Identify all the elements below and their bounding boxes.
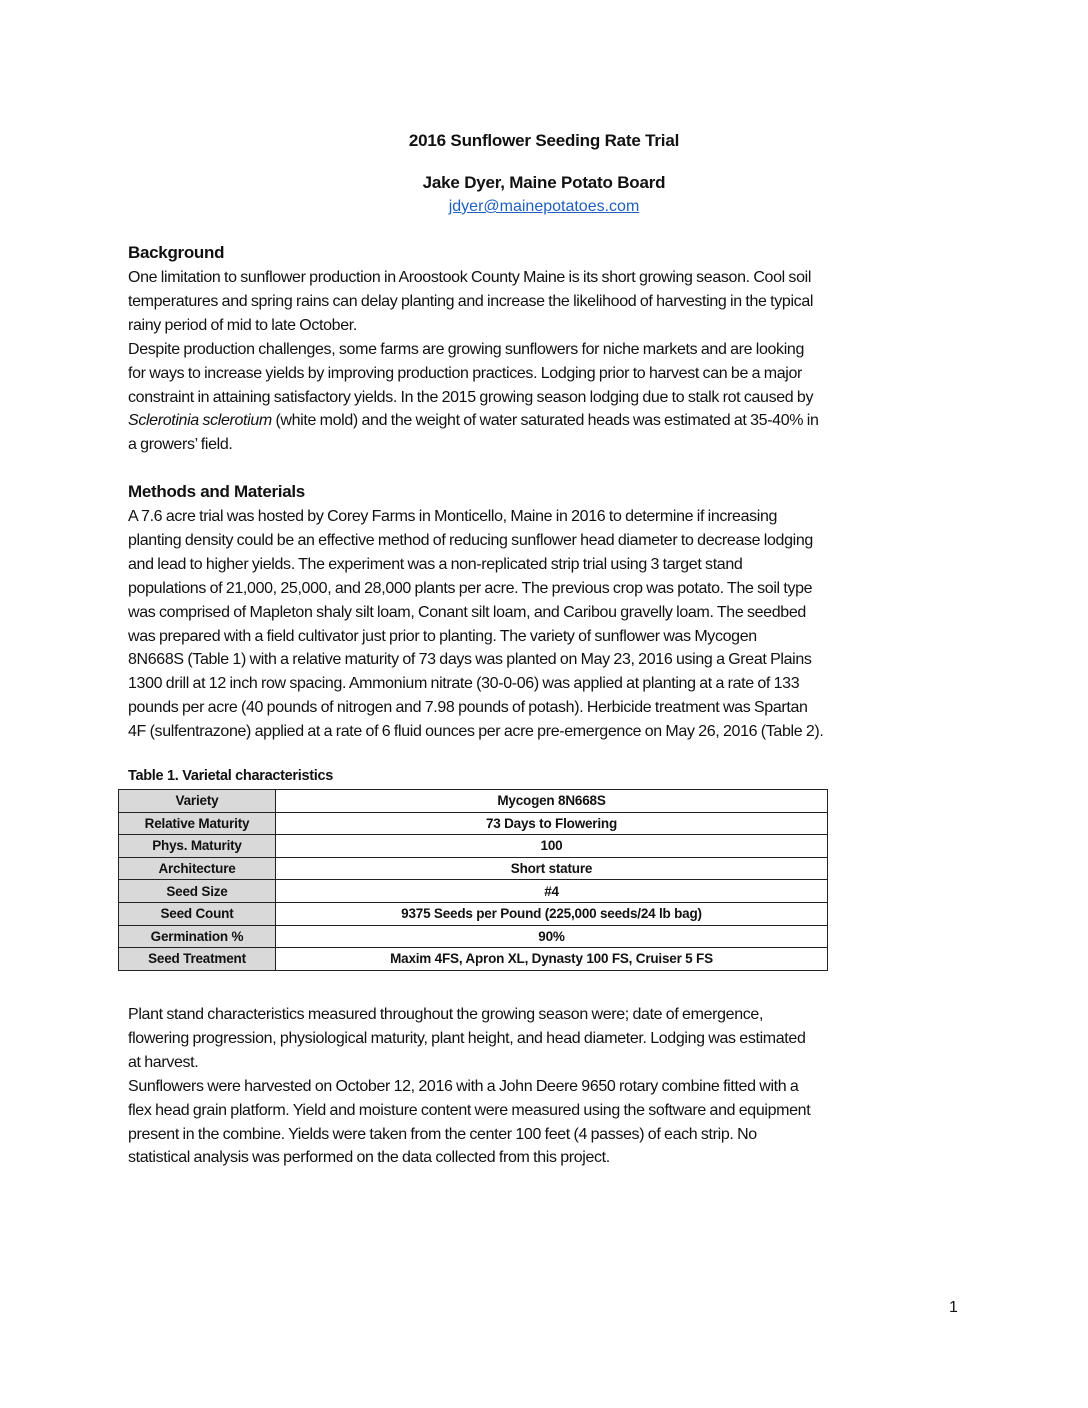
text-line: and lead to higher yields. The experiment was a non-replicated strip trial using 3 target stand: [128, 555, 743, 573]
post-table-paragraph: [128, 1003, 968, 1170]
species-name: Sclerotinia sclerotium: [128, 412, 272, 430]
background-paragraph: [128, 266, 968, 457]
row-label: Relative Maturity: [119, 812, 276, 835]
text-line: pounds per acre (40 pounds of nitrogen and 7.98 pounds of potash). Herbicide treatment was Spartan: [128, 699, 808, 717]
row-value: Maxim 4FS, Apron XL, Dynasty 100 FS, Cruiser 5 FS: [276, 948, 828, 971]
text-line: 4F (sulfentrazone) applied at a rate of 6 fluid ounces per acre pre-emergence on May 26, 2016 (Table 2).: [128, 723, 824, 741]
text-line: flex head grain platform. Yield and moisture content were measured using the software and equipment: [128, 1101, 811, 1119]
text-fragment: (white mold) and the weight of water saturated heads was estimated at 35-40% in: [271, 412, 819, 430]
section-heading-background: Background: [128, 243, 225, 262]
text-line: statistical analysis was performed on the data collected from this project.: [128, 1149, 610, 1167]
row-label: Seed Count: [119, 902, 276, 925]
table-row: [119, 835, 828, 858]
row-label: Germination %: [119, 925, 276, 948]
text-line: 1300 drill at 12 inch row spacing. Ammonium nitrate (30-0-06) was applied at planting at a rate of 133: [128, 675, 800, 693]
text-line: for ways to increase yields by improving production practices. Lodging prior to harvest can be a major: [128, 364, 802, 382]
text-line: a growers’ field.: [128, 436, 233, 454]
table-row: [119, 925, 828, 948]
document-title: 2016 Sunflower Seeding Rate Trial: [408, 131, 680, 150]
text-line: Sunflowers were harvested on October 12, 2016 with a John Deere 9650 rotary combine fitted with a: [128, 1077, 799, 1095]
methods-paragraph: [128, 505, 968, 744]
text-line: populations of 21,000, 25,000, and 28,000 plants per acre. The previous crop was potato. The soil type: [128, 579, 813, 597]
text-line: One limitation to sunflower production in Aroostook County Maine is its short growing season. Cool soil: [128, 269, 812, 286]
table-row: [119, 902, 828, 925]
row-value: 100: [276, 835, 828, 858]
text-line: Plant stand characteristics measured throughout the growing season were; date of emergence,: [128, 1006, 764, 1023]
table-row: [119, 857, 828, 880]
row-label: Seed Size: [119, 880, 276, 903]
row-label: Variety: [119, 790, 276, 813]
section-heading-methods: Methods and Materials: [128, 482, 305, 501]
row-value: Short stature: [276, 857, 828, 880]
text-line: at harvest.: [128, 1053, 199, 1071]
table-row: [119, 812, 828, 835]
text-line: A 7.6 acre trial was hosted by Corey Farms in Monticello, Maine in 2016 to determine if increasing: [128, 508, 778, 525]
row-value: 73 Days to Flowering: [276, 812, 828, 835]
row-value: Mycogen 8N668S: [276, 790, 828, 813]
table-row: [119, 790, 828, 813]
text-line: [128, 409, 968, 433]
text-line: flowering progression, physiological maturity, plant height, and head diameter. Lodging was estimated: [128, 1029, 806, 1047]
row-value: #4: [276, 880, 828, 903]
text-line: temperatures and spring rains can delay planting and increase the likelihood of harvesting in the typical: [128, 292, 814, 310]
text-line: was prepared with a field cultivator just prior to planting. The variety of sunflower was Mycogen: [128, 627, 757, 645]
text-line: present in the combine. Yields were taken from the center 100 feet (4 passes) of each strip. No: [128, 1125, 757, 1143]
page-number: 1: [949, 1299, 958, 1316]
row-label: Phys. Maturity: [119, 835, 276, 858]
text-line: planting density could be an effective method of reducing sunflower head diameter to decrease lodging: [128, 531, 813, 549]
row-value: 9375 Seeds per Pound (225,000 seeds/24 lb bag): [276, 902, 828, 925]
author-email-link[interactable]: jdyer@mainepotatoes.com: [448, 198, 640, 215]
text-line: was comprised of Mapleton shaly silt loam, Conant silt loam, and Caribou gravelly loam. The seedbed: [128, 603, 806, 621]
table-row: [119, 880, 828, 903]
author-line: Jake Dyer, Maine Potato Board: [422, 173, 666, 192]
table-caption: Table 1. Varietal characteristics: [128, 768, 334, 784]
varietal-characteristics-table: [118, 789, 828, 971]
text-line: rainy period of mid to late October.: [128, 316, 357, 334]
text-line: Despite production challenges, some farms are growing sunflowers for niche markets and are looking: [128, 340, 805, 358]
row-label: Seed Treatment: [119, 948, 276, 971]
row-value: 90%: [276, 925, 828, 948]
table-row: [119, 948, 828, 971]
text-line: 8N668S (Table 1) with a relative maturity of 73 days was planted on May 23, 2016 using a Great Plains: [128, 651, 812, 669]
text-line: constraint in attaining satisfactory yields. In the 2015 growing season lodging due to stalk rot caused by: [128, 388, 814, 406]
row-label: Architecture: [119, 857, 276, 880]
